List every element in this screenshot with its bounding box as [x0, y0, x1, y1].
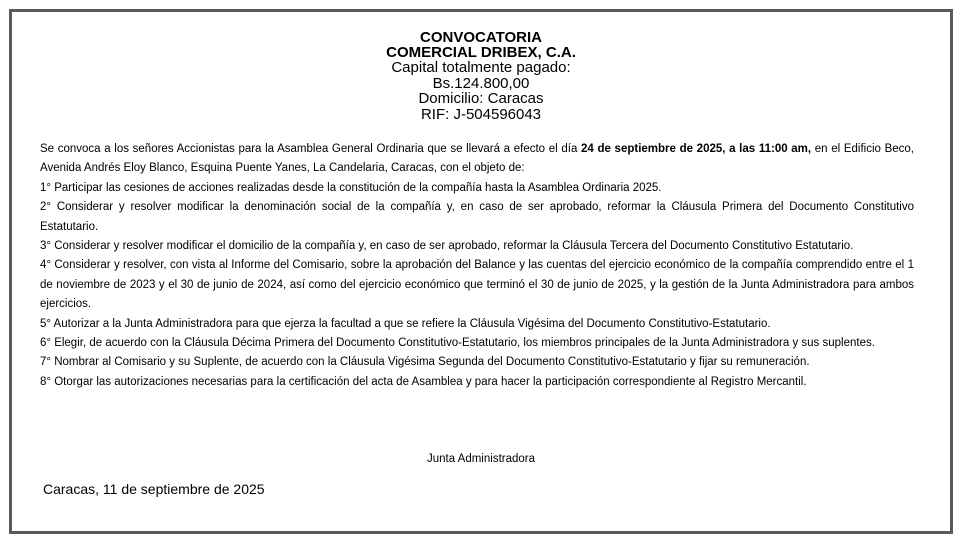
agenda-item-5: 5° Autorizar a la Junta Administradora para que ejerza la facultad a que se refiere la Cláusula Vigésima del Documento Constitutivo-Estatutario. — [40, 317, 771, 330]
notice-body — [40, 140, 914, 392]
agenda-item-7: 7° Nombrar al Comisario y su Suplente, de acuerdo con la Cláusula Vigésima Segunda del Documento Constitutivo-Estatutario y fijar su remuneración. — [40, 356, 810, 369]
domicile: Domicilio: Caracas — [418, 90, 544, 107]
notice-frame — [9, 9, 953, 534]
agenda-item-3: 3° Considerar y resolver modificar el domicilio de la compañía y, en caso de ser aprobado, reformar la Cláusula Tercera del Documento Constitutivo Estatutario. — [40, 240, 854, 253]
notice-header — [12, 30, 950, 122]
capital-label: Capital totalmente pagado: — [391, 59, 571, 76]
intro-text: Se convoca a los señores Accionistas para la Asamblea General Ordinaria que se llevará a efecto el día — [40, 143, 582, 155]
company-name: COMERCIAL DRIBEX, C.A. — [386, 44, 576, 61]
agenda-item-1: 1° Participar las cesiones de acciones realizadas desde la constitución de la compañía hasta la Asamblea Ordinaria 2025. — [40, 181, 662, 194]
rif: RIF: J-504596043 — [420, 105, 542, 123]
notice-title: CONVOCATORIA — [420, 29, 542, 46]
capital-amount: Bs.124.800,00 — [432, 74, 530, 92]
place-date: Caracas, 11 de septiembre de 2025 — [43, 481, 265, 497]
intro-location: en el Edificio Beco, Avenida Andrés Eloy Blanco, Esquina Puente Yanes, La Candelaria, Caracas, con el objeto de: — [40, 143, 915, 175]
meeting-date: 24 de septiembre de 2025, a las 11:00 am, — [581, 143, 812, 155]
intro-paragraph — [40, 140, 914, 179]
agenda-item-4: 4° Considerar y resolver, con vista al Informe del Comisario, sobre la aprobación del Balance y las cuentas del ejercicio económico de la compañía comprendido entre el 1 de noviembre de 2023 y el 30 de junio de 2024, así como del ejercicio económico que terminó el 30 de junio de 2025, y la gestión de la Junta Administradora para ambos ejercicios. — [40, 259, 914, 311]
agenda-item-6: 6° Elegir, de acuerdo con la Cláusula Décima Primera del Documento Constitutivo-Estatutario, los miembros principales de la Junta Administradora y sus suplentes. — [40, 337, 875, 350]
agenda-item-8: 8° Otorgar las autorizaciones necesarias para la certificación del acta de Asamblea y para hacer la participación correspondiente al Registro Mercantil. — [40, 375, 807, 388]
signature: Junta Administradora — [426, 453, 536, 465]
agenda-item-2: 2° Considerar y resolver modificar la denominación social de la compañía y, en caso de ser aprobado, reformar la Cláusula Primera del Documento Constitutivo Estatutario. — [40, 201, 914, 233]
